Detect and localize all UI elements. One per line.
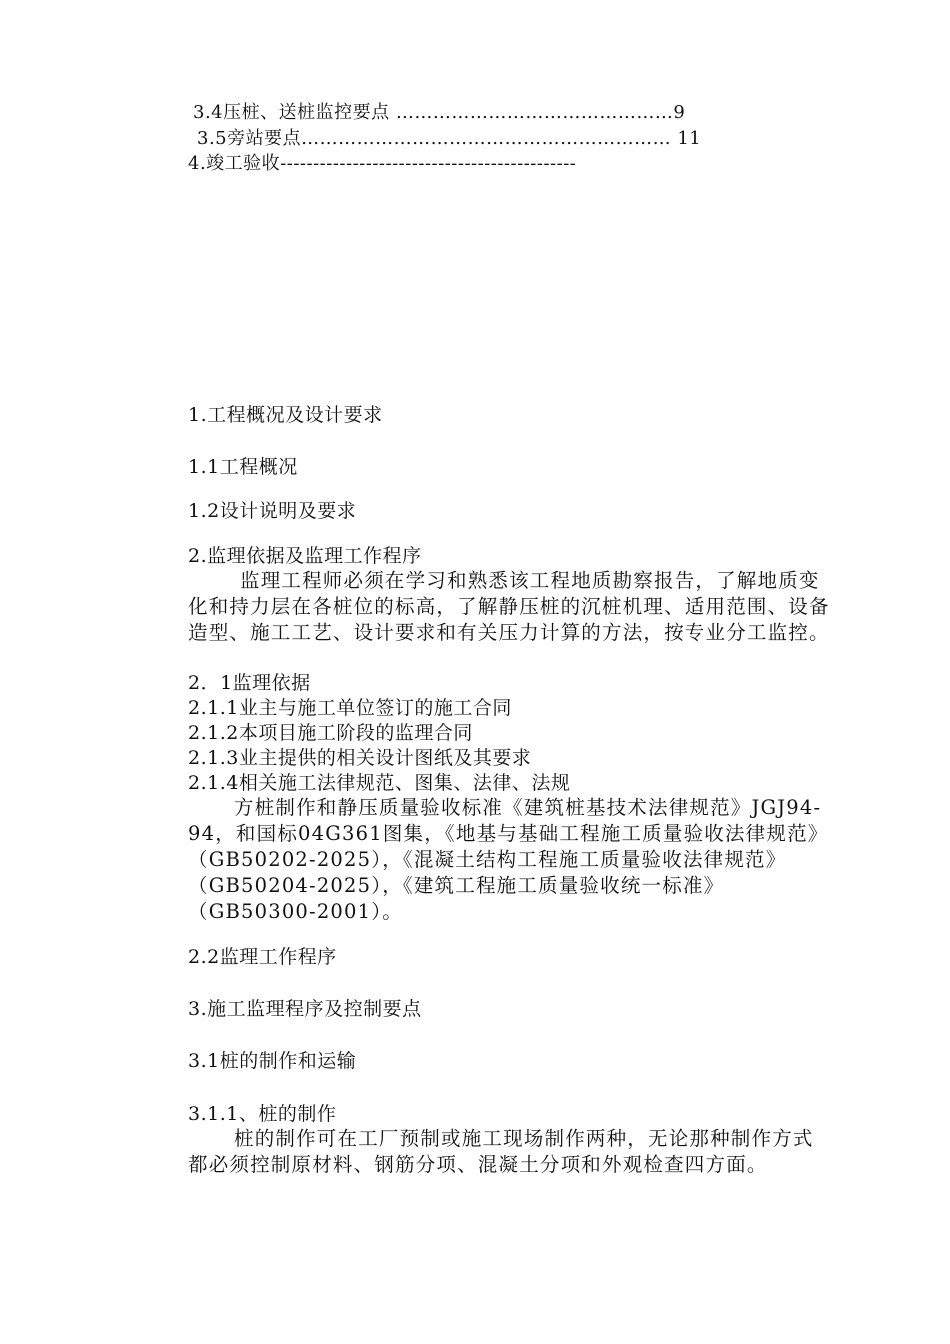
- heading-2-1-1: 2.1.1业主与施工单位签订的施工合同: [188, 697, 512, 719]
- toc-entry-3-5[interactable]: 3.5旁站要点…………………………………………………… 11: [197, 128, 702, 149]
- heading-3-1-1: 3.1.1、桩的制作: [188, 1103, 337, 1125]
- paragraph-supervision-basis: 监理工程师必须在学习和熟悉该工程地质勘察报告，了解地质变化和持力层在各桩位的标高，了解静压桩的沉桩机理、适用范围、设备造型、施工工艺、设计要求和有关压力计算的方法，按专业分工监控。: [188, 569, 830, 644]
- paragraph-standards: 方桩制作和静压质量验收标准《建筑桩基技术法律规范》JGJ94-94，和国标04G361图集，《地基与基础工程施工质量验收法律规范》（GB50202-2025），《混凝土结构工程施工质量验收法律规范》（GB50204-2025），《建筑工程施工质量验收统一标准》（GB50300-2001）。: [188, 796, 822, 923]
- heading-1-1: 1.1工程概况: [188, 456, 298, 478]
- heading-1: 1.工程概况及设计要求: [188, 404, 383, 426]
- heading-2: 2.监理依据及监理工作程序: [188, 545, 422, 567]
- toc-entry-3-4[interactable]: 3.4压桩、送桩监控要点 ………………………………………9: [193, 102, 686, 123]
- heading-2-2: 2.2监理工作程序: [188, 946, 337, 968]
- heading-2-1-3: 2.1.3业主提供的相关设计图纸及其要求: [188, 747, 532, 769]
- heading-1-2: 1.2设计说明及要求: [188, 500, 357, 522]
- heading-2-1-4: 2.1.4相关施工法律规范、图集、法律、法规: [188, 772, 571, 794]
- heading-3: 3.施工监理程序及控制要点: [188, 998, 422, 1020]
- toc-entry-4[interactable]: 4.竣工验收---------------------------------------------: [188, 153, 577, 174]
- paragraph-pile-making: 桩的制作可在工厂预制或施工现场制作两种，无论那种制作方式都必须控制原材料、钢筋分项、混凝土分项和外观检查四方面。: [188, 1127, 814, 1176]
- heading-2-1-2: 2.1.2本项目施工阶段的监理合同: [188, 722, 473, 744]
- heading-3-1: 3.1桩的制作和运输: [188, 1050, 357, 1072]
- heading-2-1: 2．1监理依据: [188, 672, 311, 694]
